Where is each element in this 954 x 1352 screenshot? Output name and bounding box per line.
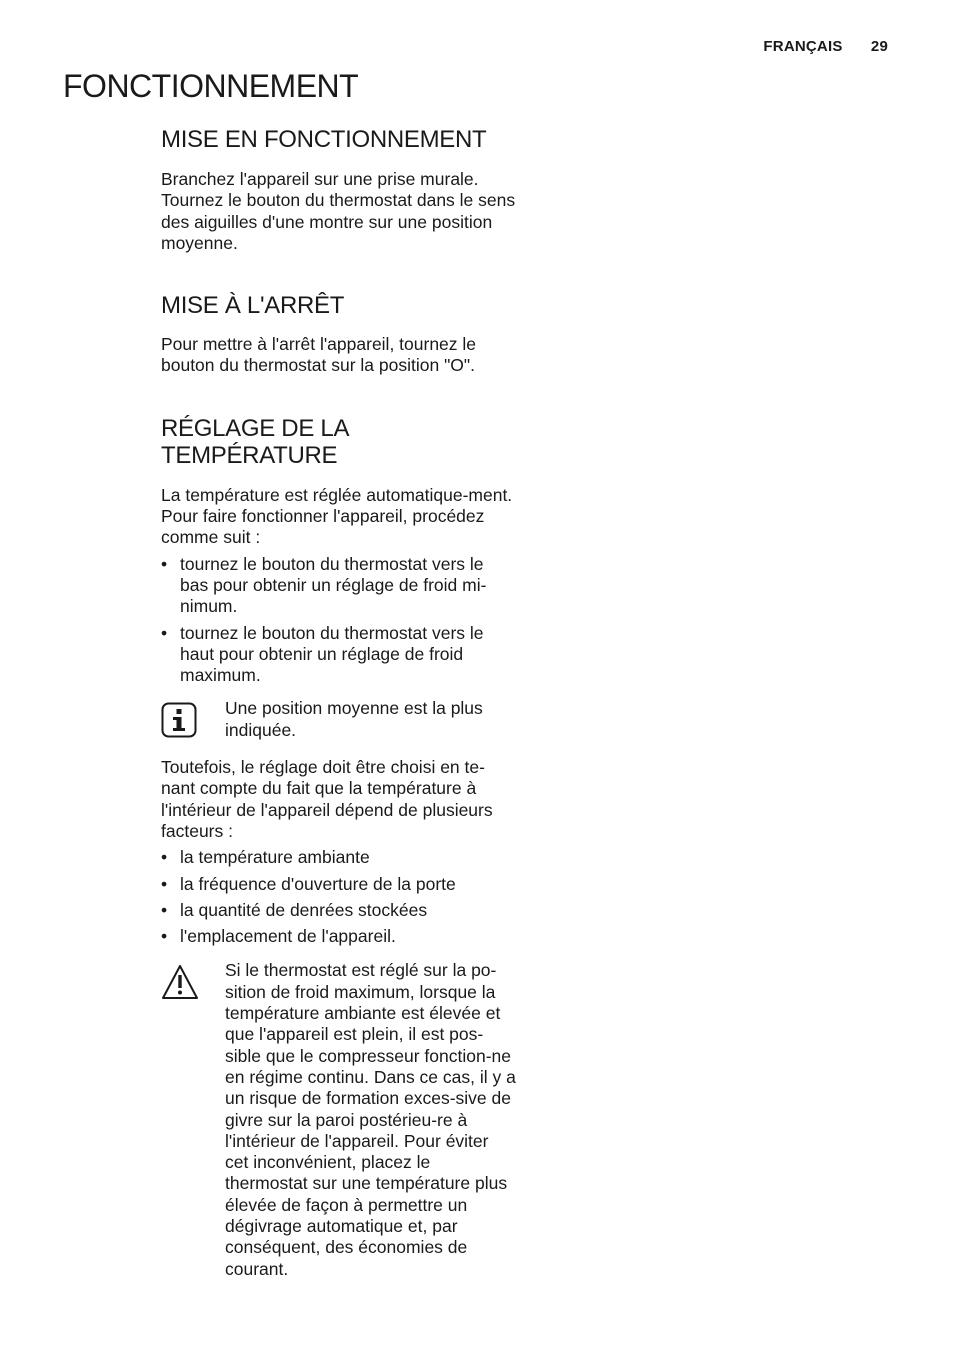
header-language: FRANÇAIS [763, 38, 843, 55]
content-column [161, 122, 516, 1280]
list-item: • la quantité de denrées stockées [161, 900, 516, 921]
warning-note [161, 960, 516, 1279]
thermostat-instructions-list [161, 554, 516, 687]
list-item: • la fréquence d'ouverture de la porte [161, 874, 516, 895]
section-intro-reglage [161, 485, 516, 549]
intro-line: La température est réglée automatique-ment. [161, 484, 513, 505]
section-title-mise-en-fonctionnement: MISE EN FONCTIONNEMENT [161, 126, 487, 153]
warning-icon [161, 964, 197, 1000]
page-header [763, 38, 888, 55]
list-item: • tournez le bouton du thermostat vers le haut pour obtenir un réglage de froid maximum. [161, 623, 516, 687]
section-text-mise-en-fonctionnement: Branchez l'appareil sur une prise murale. Tournez le bouton du thermostat dans le sens des aiguilles d'une montre sur une position moyenne. [161, 169, 516, 253]
section-title-line: TEMPÉRATURE [161, 441, 338, 469]
section-title-line: RÉGLAGE DE LA [161, 414, 350, 442]
page-title: FONCTIONNEMENT [63, 68, 359, 104]
list-item: • l'emplacement de l'appareil. [161, 926, 516, 947]
page-number: 29 [870, 38, 888, 55]
info-icon [161, 702, 197, 738]
list-item: • la température ambiante [161, 847, 516, 868]
warning-text: Si le thermostat est réglé sur la po-sition de froid maximum, lorsque la température ambiante est élevée et que l'appareil est plein, il est pos-sible que le compresseur fonction-ne en régime continu. Dans ce cas, il y a un risque de formation exces-sive de givre sur la paroi postérieu-re à l'intérieur de l'appareil. Pour éviter cet inconvénient, placez le thermostat sur une température plus élevée de façon à permettre un dégivrage automatique et, par conséquent, des économies de courant. [225, 960, 516, 1279]
factors-intro: Toutefois, le réglage doit être choisi en te-nant compte du fait que la température à l'intérieur de l'appareil dépend de plusieurs facteurs : [161, 757, 493, 841]
list-item: • tournez le bouton du thermostat vers le bas pour obtenir un réglage de froid mi-nimum. [161, 554, 516, 618]
info-note [161, 698, 516, 741]
section-text-mise-a-l-arret: Pour mettre à l'arrêt l'appareil, tournez le bouton du thermostat sur la position "O". [161, 334, 477, 376]
info-note-text: Une position moyenne est la plus indiquée. [225, 698, 483, 740]
section-title-mise-a-l-arret: MISE À L'ARRÊT [161, 292, 345, 320]
factors-list [161, 847, 516, 947]
intro-line: Pour faire fonctionner l'appareil, procédez comme suit : [161, 506, 485, 548]
section-title-reglage-temperature [161, 415, 516, 469]
